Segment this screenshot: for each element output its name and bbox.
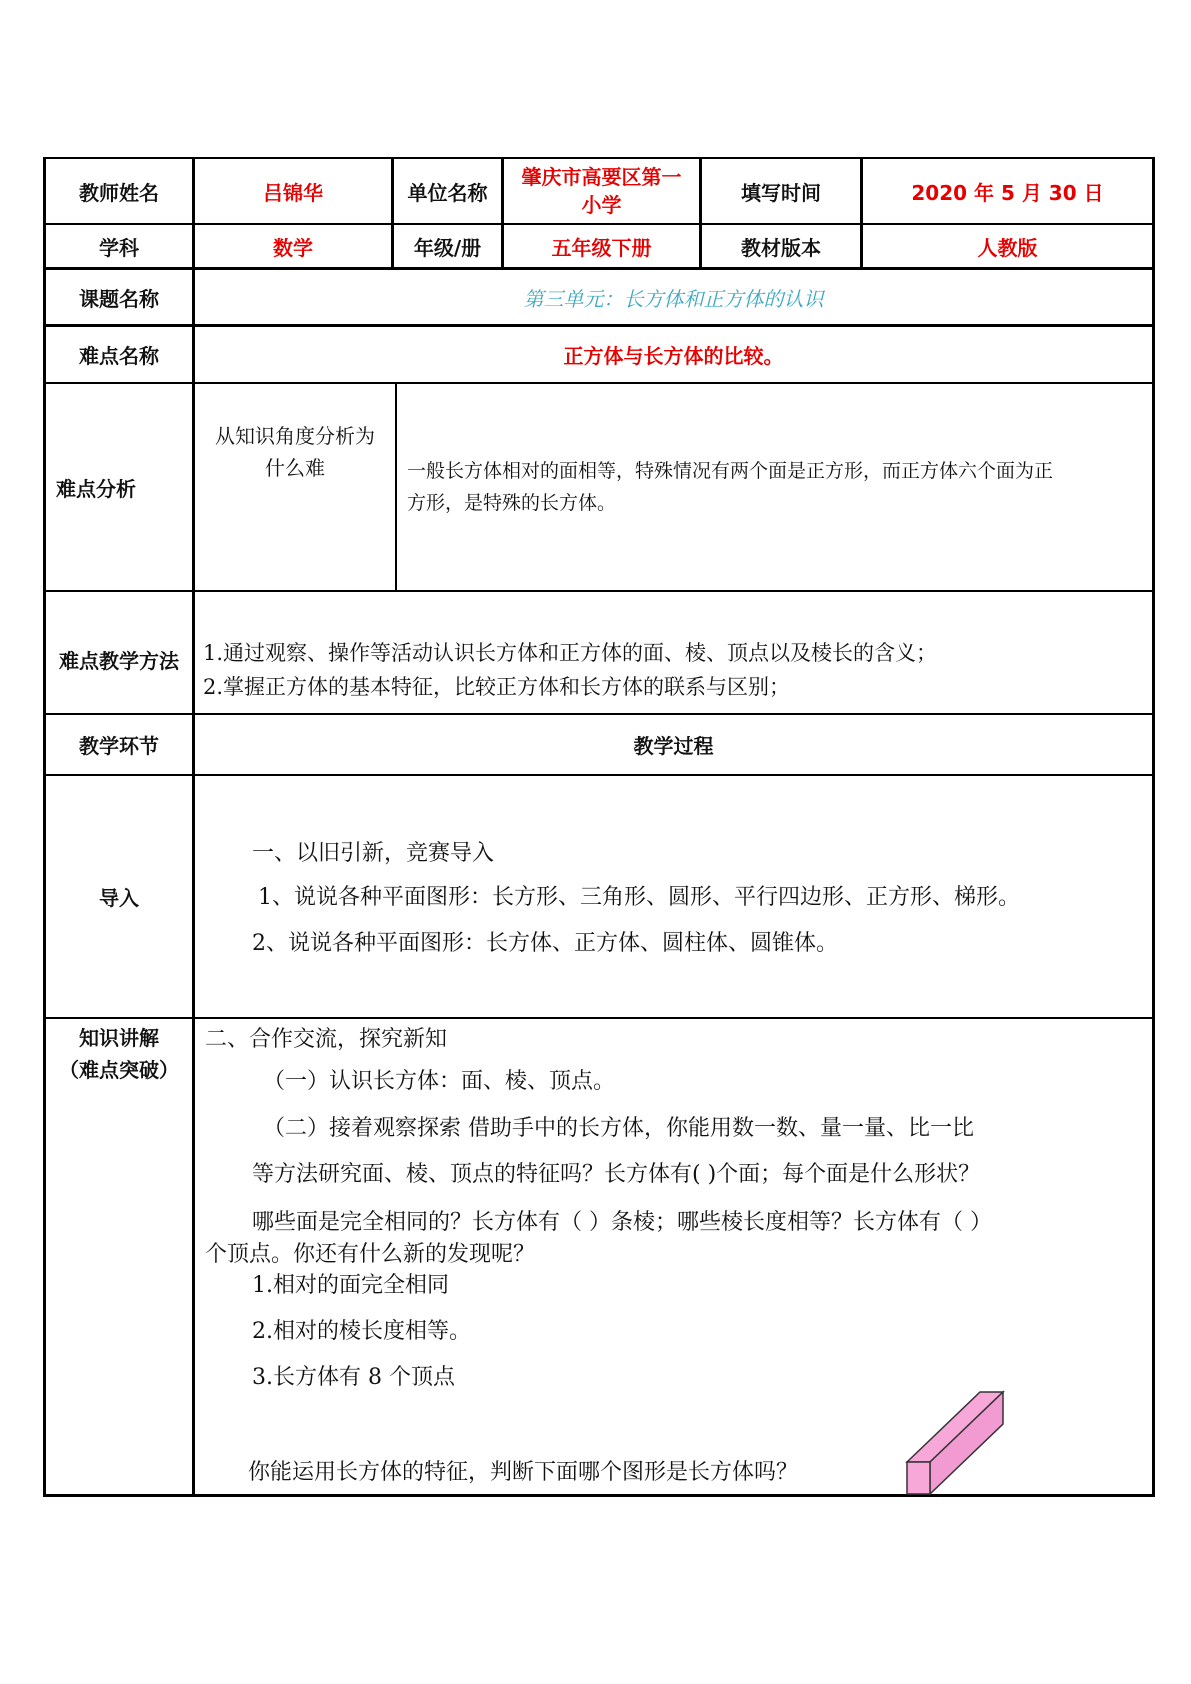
intro-line1: 一、以旧引新，竞赛导入 xyxy=(252,841,495,866)
grade-label: 年级/册 xyxy=(413,235,482,260)
edition-value: 人教版 xyxy=(977,235,1038,260)
topic-value: 第三单元：长方体和正方体的认识 xyxy=(523,286,824,311)
difficulty-label: 难点名称 xyxy=(79,344,159,368)
method-line1: 1.通过观察、操作等活动认识长方体和正方体的面、棱、顶点以及棱长的含义； xyxy=(203,641,938,665)
knowledge-line4: 等方法研究面、棱、顶点的特征吗？长方体有( )个面；每个面是什么形状？ xyxy=(252,1162,981,1187)
knowledge-label xyxy=(46,1022,192,1086)
date-label: 填写时间 xyxy=(741,180,821,205)
difficulty-value: 正方体与长方体的比较。 xyxy=(563,344,784,368)
knowledge-line7: 1.相对的面完全相同 xyxy=(252,1273,449,1298)
cuboid-illustration xyxy=(905,1390,1005,1496)
knowledge-line10: 你能运用长方体的特征，判断下面哪个图形是长方体吗？ xyxy=(248,1460,799,1485)
analysis-sublabel-line1: 从知识角度分析为 xyxy=(215,424,375,448)
grid-line xyxy=(43,1017,1154,1019)
intro-line2: 1、说说各种平面图形：长方形、三角形、圆形、平行四边形、正方形、梯形。 xyxy=(258,885,1020,910)
knowledge-label-line1: 知识讲解 xyxy=(79,1026,159,1050)
subject-label: 学科 xyxy=(99,235,139,260)
grid-line xyxy=(43,590,1154,592)
grade-value: 五年级下册 xyxy=(551,235,652,260)
knowledge-line1: 二、合作交流，探究新知 xyxy=(205,1027,448,1052)
method-text xyxy=(203,636,1153,704)
process-value: 教学过程 xyxy=(633,734,714,758)
analysis-sublabel xyxy=(195,384,395,590)
topic-label: 课题名称 xyxy=(79,286,159,311)
unit-value xyxy=(504,159,699,223)
knowledge-line6: 个顶点。你还有什么新的发现呢？ xyxy=(205,1242,536,1267)
date-value: 2020 年 5 月 30 日 xyxy=(911,180,1104,205)
unit-value-line2: 小学 xyxy=(581,193,622,217)
grid-line xyxy=(1152,157,1155,1497)
analysis-text-line2: 方形，是特殊的长方体。 xyxy=(407,492,617,514)
analysis-sublabel-line2: 什么难 xyxy=(265,456,325,480)
cuboid-front-face xyxy=(907,1462,930,1494)
intro-label: 导入 xyxy=(99,886,139,910)
process-label: 教学环节 xyxy=(79,734,159,758)
edition-label: 教材版本 xyxy=(741,235,821,260)
analysis-text-line1: 一般长方体相对的面相等，特殊情况有两个面是正方形，而正方体六个面为正 xyxy=(407,460,1054,482)
unit-value-line1: 肇庆市高要区第一 xyxy=(521,165,682,189)
teacher-label: 教师姓名 xyxy=(79,180,159,205)
knowledge-line3: （二）接着观察探索 借助手中的长方体，你能用数一数、量一量、比一比 xyxy=(263,1116,974,1141)
unit-label: 单位名称 xyxy=(407,180,488,205)
knowledge-line8: 2.相对的棱长度相等。 xyxy=(252,1319,471,1344)
grid-line xyxy=(395,382,397,592)
grid-line xyxy=(43,774,1154,776)
intro-line3: 2、说说各种平面图形：长方体、正方体、圆柱体、圆锥体。 xyxy=(252,931,838,956)
method-line2: 2.掌握正方体的基本特征，比较正方体和长方体的联系与区别； xyxy=(203,675,791,699)
analysis-text xyxy=(407,455,1152,519)
method-label: 难点教学方法 xyxy=(59,649,179,673)
analysis-label: 难点分析 xyxy=(56,476,136,501)
knowledge-line5: 哪些面是完全相同的？长方体有（ ）条棱；哪些棱长度相等？长方体有（ ） xyxy=(252,1210,992,1235)
knowledge-line2: （一）认识长方体：面、棱、顶点。 xyxy=(263,1069,616,1094)
subject-value: 数学 xyxy=(273,235,313,260)
teacher-value: 吕锦华 xyxy=(263,180,323,205)
knowledge-line9: 3.长方体有 8 个顶点 xyxy=(252,1365,455,1390)
knowledge-label-line2: （难点突破） xyxy=(59,1058,179,1082)
